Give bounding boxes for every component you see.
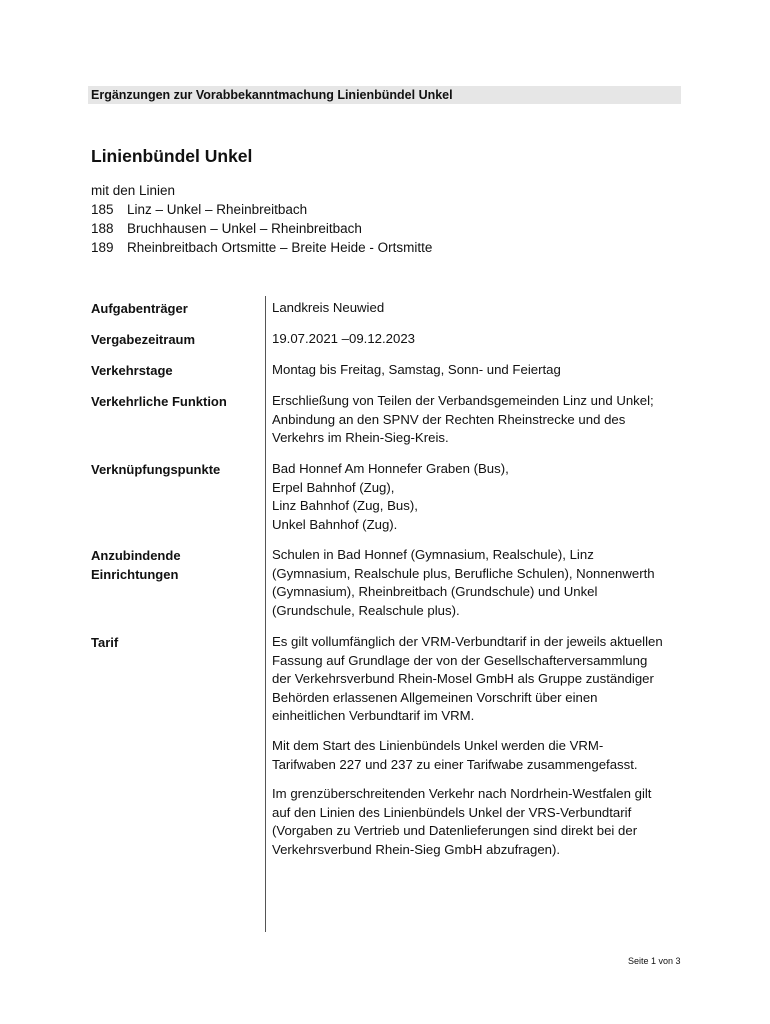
row-label: Tarif — [91, 635, 119, 650]
row-label: Verkehrstage — [91, 363, 173, 378]
connection-point: Bad Honnef Am Honnefer Graben (Bus), — [272, 461, 509, 476]
row-verknuepfungspunkte — [91, 457, 681, 543]
row-label: Vergabezeitraum — [91, 332, 196, 347]
tarif-paragraph: Im grenzüberschreitenden Verkehr nach Nordrhein-Westfalen gilt auf den Linien des Linienbündels Unkel der VRS-Verbundtarif (Vorgaben zu Vertrieb und Datenlieferungen sind direkt bei der Verkehrsverbund Rhein-Sieg GmbH abzufragen). — [272, 786, 652, 857]
row-value: Montag bis Freitag, Samstag, Sonn- und Feiertag — [272, 362, 561, 377]
page-title: Linienbündel Unkel — [91, 146, 253, 166]
row-label — [91, 543, 267, 630]
row-label: Verknüpfungspunkte — [91, 462, 221, 477]
row-funktion — [91, 389, 681, 457]
row-vergabezeitraum — [91, 327, 681, 358]
info-table — [91, 296, 681, 871]
document-header: Ergänzungen zur Vorabbekanntmachung Linienbündel Unkel — [88, 86, 681, 104]
line-number: 188 — [91, 221, 114, 236]
row-aufgabentraeger — [91, 296, 681, 327]
connection-point: Unkel Bahnhof (Zug). — [272, 516, 398, 532]
row-value — [267, 630, 667, 871]
row-value: Erschließung von Teilen der Verbandsgemeinden Linz und Unkel; Anbindung an den SPNV der Rechten Rheinstrecke und des Verkehrs im Rhein-Sieg-Kreis. — [272, 393, 654, 446]
row-label: Verkehrliche Funktion — [91, 394, 227, 409]
line-route: Bruchhausen – Unkel – Rheinbreitbach — [127, 221, 362, 236]
row-value: Landkreis Neuwied — [272, 300, 385, 315]
row-label-line: Einrichtungen — [91, 567, 179, 582]
page-number: Seite 1 von 3 — [628, 956, 681, 966]
lines-intro: mit den Linien — [91, 183, 176, 198]
row-einrichtungen — [91, 543, 681, 630]
line-route: Rheinbreitbach Ortsmitte – Breite Heide - Ortsmitte — [127, 240, 433, 255]
line-route: Linz – Unkel – Rheinbreitbach — [127, 202, 308, 217]
row-value: Schulen in Bad Honnef (Gymnasium, Realschule), Linz (Gymnasium, Realschule plus, Berufliche Schulen), Nonnenwerth (Gymnasium), Rheinbreitbach (Grundschule) und Unkel (Grundschule, Realschule plus). — [272, 547, 655, 618]
line-item — [91, 200, 432, 219]
row-verkehrstage — [91, 358, 681, 389]
line-item — [91, 238, 432, 257]
row-tarif — [91, 630, 681, 871]
lines-list — [91, 181, 432, 257]
connection-point: Linz Bahnhof (Zug, Bus), — [272, 498, 418, 514]
row-label-line: Anzubindende — [91, 548, 181, 563]
row-value: 19.07.2021 –09.12.2023 — [272, 331, 416, 346]
tarif-paragraph: Es gilt vollumfänglich der VRM-Verbundtarif in der jeweils aktuellen Fassung auf Grundlage der von der Gesellschafterversammlung der Verkehrsverbund Rhein-Mosel GmbH als Gruppe zuständiger Behörden erlassenen Allgemeinen Vorschrift über einen einheitlichen Verbundtarif im VRM. — [272, 634, 663, 724]
line-item — [91, 219, 432, 238]
row-value — [267, 457, 667, 543]
tarif-paragraph: Mit dem Start des Linienbündels Unkel werden die VRM-Tarifwaben 227 und 237 zu einer Tarifwabe zusammengefasst. — [272, 737, 638, 772]
line-number: 185 — [91, 202, 114, 217]
row-label: Aufgabenträger — [91, 301, 188, 316]
line-number: 189 — [91, 240, 114, 255]
connection-point: Erpel Bahnhof (Zug), — [272, 479, 395, 495]
